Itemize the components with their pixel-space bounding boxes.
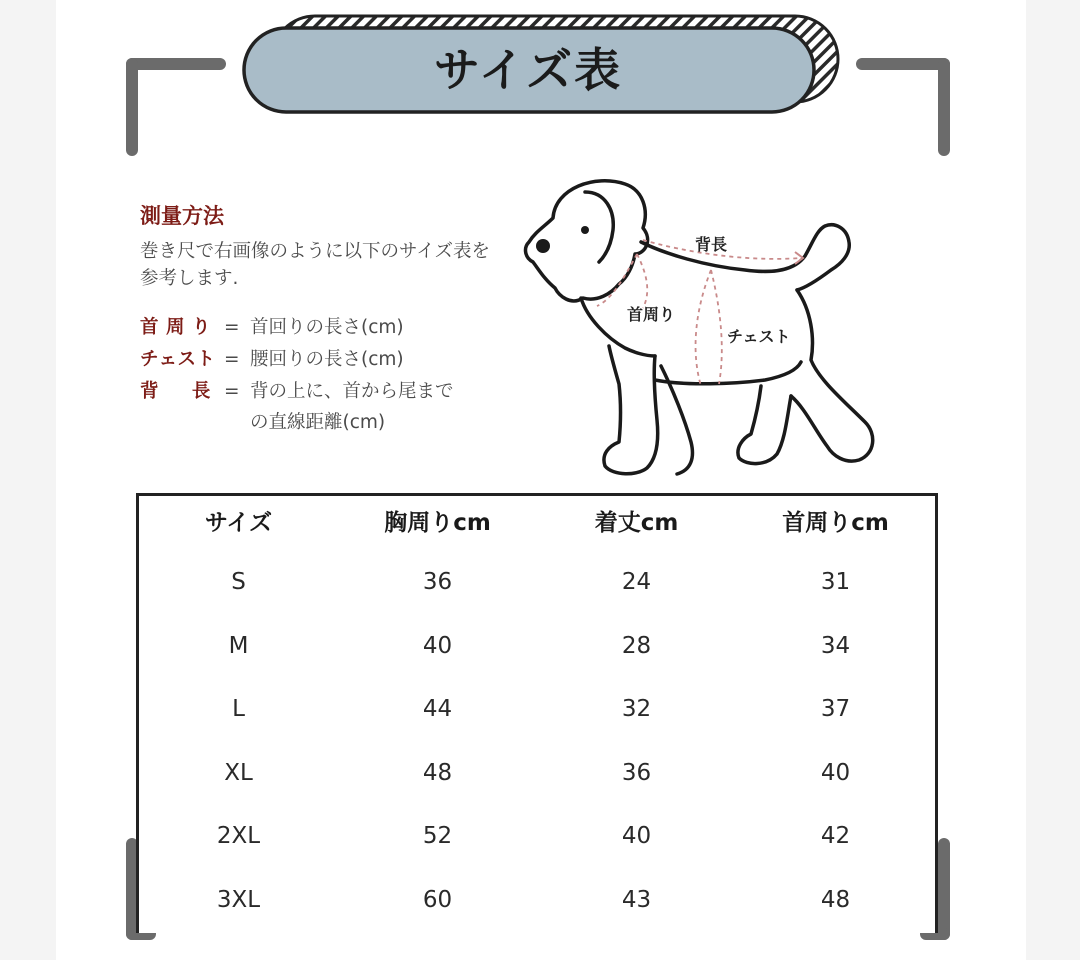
cell-size: L — [232, 696, 245, 722]
cell-chest: 52 — [422, 823, 453, 849]
header-length: 着丈cm — [594, 510, 679, 536]
table-row — [139, 678, 935, 742]
method-heading: 測量方法 — [140, 204, 224, 228]
dog-illustration — [515, 170, 915, 490]
cell-length: 24 — [621, 569, 652, 595]
frame-top-left-vertical — [126, 58, 138, 156]
definition-text: 腰回りの長さ(cm) — [250, 349, 404, 370]
definition-neck — [140, 312, 454, 344]
definition-back — [140, 376, 454, 408]
definition-text: 首回りの長さ(cm) — [250, 317, 404, 338]
cell-neck: 31 — [820, 569, 851, 595]
size-table — [136, 493, 938, 933]
cell-size: 2XL — [216, 823, 261, 849]
cell-length: 40 — [621, 823, 652, 849]
header-neck: 首周りcm — [782, 510, 889, 536]
definition-term: 背 長 — [140, 381, 211, 402]
frame-bottom-right-vertical — [938, 838, 950, 940]
cell-chest: 60 — [422, 886, 453, 913]
cell-length: 43 — [621, 886, 652, 913]
cell-length: 28 — [621, 632, 652, 659]
cell-size: XL — [224, 759, 253, 786]
frame-top-right-vertical — [938, 58, 950, 156]
cell-length: 36 — [621, 759, 652, 786]
table-header-row — [139, 496, 935, 551]
cell-size: 3XL — [216, 886, 261, 913]
definition-equals: = — [224, 317, 240, 338]
cell-chest: 44 — [422, 696, 453, 722]
page-title: サイズ表 — [433, 43, 623, 97]
cell-size: M — [228, 632, 249, 659]
neck-label: 首周り — [627, 305, 676, 324]
back-length-label: 背長 — [695, 235, 728, 254]
definition-term: 首 周 り — [140, 317, 211, 338]
table-row — [139, 615, 935, 679]
definition-term: チェスト — [140, 349, 216, 370]
cell-neck: 37 — [820, 696, 851, 722]
table-row — [139, 551, 935, 615]
definition-chest — [140, 344, 454, 376]
table-row — [139, 742, 935, 806]
cell-chest: 48 — [422, 759, 453, 786]
cell-neck: 48 — [820, 886, 851, 913]
definition-equals: = — [224, 381, 240, 402]
cell-neck: 34 — [820, 632, 851, 659]
cell-chest: 36 — [422, 569, 453, 595]
cell-length: 32 — [621, 696, 652, 722]
definition-text-continued: の直線距離(cm) — [250, 412, 386, 433]
title-banner — [238, 12, 844, 120]
chest-label: チェスト — [727, 327, 791, 346]
definition-list — [140, 312, 454, 438]
definition-text: 背の上に、首から尾まで — [250, 381, 454, 402]
definition-equals: = — [224, 349, 240, 370]
header-size: サイズ — [204, 510, 273, 536]
table-row — [139, 805, 935, 869]
frame-top-left-horizontal — [126, 58, 226, 70]
frame-top-right-horizontal — [856, 58, 950, 70]
cell-size: S — [231, 569, 246, 595]
cell-neck: 42 — [820, 823, 851, 849]
cell-neck: 40 — [820, 759, 851, 786]
header-chest: 胸周りcm — [384, 510, 491, 536]
table-row — [139, 869, 935, 933]
dog-measurement-diagram — [515, 170, 915, 490]
cell-chest: 40 — [422, 632, 453, 659]
method-description: 巻き尺で右画像のように以下のサイズ表を参考します. — [140, 241, 491, 289]
